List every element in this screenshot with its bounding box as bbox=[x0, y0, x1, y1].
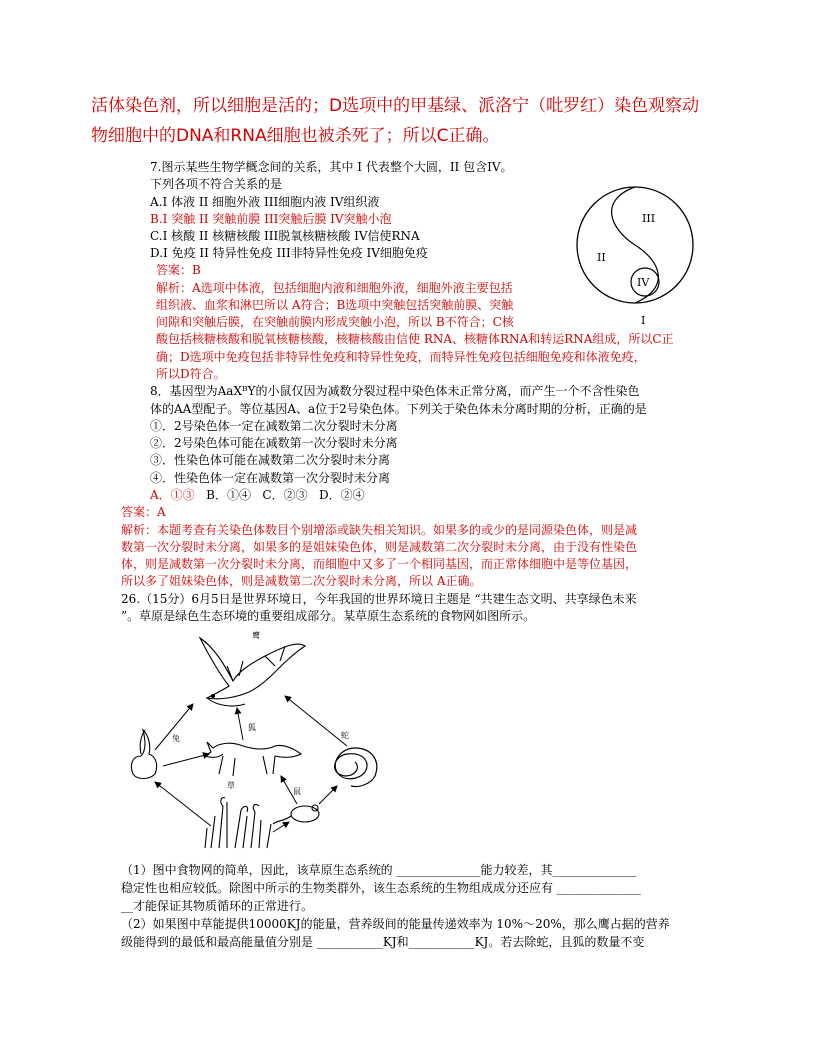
arrow-rabbit-to-eagle bbox=[155, 704, 193, 750]
food-web-diagram bbox=[115, 626, 415, 854]
q7-analysis-line-3: 间隙和突触后膜，在突触前膜内形成突触小泡，所以 B不符合；C核 bbox=[156, 315, 514, 329]
s-curve-divider bbox=[612, 187, 659, 303]
q7-option-d: D.I 免疫 II 特异性免疫 III非特异性免疫 IV细胞免疫 bbox=[150, 246, 428, 260]
snake-illustration bbox=[335, 748, 377, 787]
q7-stem-line-2: 下列各项不符合关系的是 bbox=[150, 177, 283, 191]
diagram-label-IV: IV bbox=[637, 276, 650, 289]
q8-choice-c: C．②③ bbox=[262, 488, 308, 502]
arrow-grass-to-rabbit bbox=[155, 782, 211, 826]
q26-part1-line-3: __才能保证其物质循环的正常进行。 bbox=[121, 899, 314, 913]
continued-text-line-1: 活体染色剂，所以细胞是活的；D选项中的甲基绿、派洛宁（吡罗红）染色观察动 bbox=[91, 96, 700, 116]
q8-analysis-line-1: 解析：本题考查有关染色体数目个别增添或缺失相关知识。如果多的或少的是同源染色体，则是减 bbox=[121, 523, 638, 537]
arrow-grass-to-mouse bbox=[273, 822, 289, 832]
q26-part2-line-1: （2）如果图中草能提供10000KJ的能量，营养级间的能量传递效率为 10%～20%，那么鹰占据的营养 bbox=[121, 917, 670, 931]
q26-part2-line-2: 级能得到的最低和最高能量值分别是 ___________KJ和___________KJ。若去除蛇，且狐的数量不变 bbox=[121, 935, 645, 949]
q8-choice-a: A．①③ bbox=[150, 488, 195, 502]
diagram-label-II: II bbox=[597, 251, 606, 264]
eagle-illustration bbox=[200, 638, 305, 706]
concept-relationship-diagram bbox=[574, 180, 698, 330]
q7-analysis-line-2: 组织液、血浆和淋巴所以 A符合；B选项中突触包括突触前膜、突触 bbox=[156, 298, 514, 312]
q26-part1-line-2: 稳定性也相应较低。除图中所示的生物类群外，该生态系统的生物组成成分还应有 ______________ bbox=[121, 881, 641, 895]
grass-label: 草 bbox=[227, 781, 235, 790]
q7-stem-line-1: 7.图示某些生物学概念间的关系，其中 I 代表整个大圆，II 包含IV。 bbox=[150, 160, 513, 174]
fox-label: 狐 bbox=[248, 723, 256, 732]
eagle-label: 鹰 bbox=[252, 631, 260, 640]
q8-analysis-line-3: 体，则是减数第一次分裂时未分离，而细胞中又多了一个相同基因，而正常体细胞中是等位基因， bbox=[121, 557, 638, 571]
q7-option-a: A.I 体液 II 细胞外液 III细胞内液 IV组织液 bbox=[150, 195, 380, 209]
arrow-mouse-to-snake bbox=[319, 786, 337, 804]
q8-item-2: ②．2号染色体可能在减数第一次分裂时未分离 bbox=[150, 436, 398, 450]
q7-answer: 答案：B bbox=[156, 263, 201, 277]
q8-item-1: ①．2号染色体一定在减数第二次分裂时未分离 bbox=[150, 419, 398, 433]
q7-analysis-line-5: 确；D选项中免疫包括非特异性免疫和特异性免疫，而特异性免疫包括细胞免疫和体液免疫， bbox=[156, 350, 646, 364]
continued-text-line-2: 物细胞中的DNA和RNA细胞也被杀死了；所以C正确。 bbox=[91, 126, 500, 146]
arrow-fox-to-eagle bbox=[237, 708, 243, 740]
mouse-illustration bbox=[273, 805, 319, 824]
q7-analysis-line-6: 所以D符合。 bbox=[156, 367, 226, 381]
q8-stem-line-1: 8．基因型为AaXᴮY的小鼠仅因为减数分裂过程中染色体未正常分离，而产生一个不含性染色 bbox=[150, 384, 640, 398]
diagram-label-I: I bbox=[641, 314, 646, 327]
q8-choices bbox=[150, 487, 365, 503]
q7-analysis-line-4: 酸包括核糖核酸和脱氧核糖核酸，核糖核酸由信使 RNA、核糖体RNA和转运RNA组成，所以C正 bbox=[156, 332, 674, 346]
q8-choice-d: D．②④ bbox=[319, 488, 365, 502]
snake-label: 蛇 bbox=[341, 731, 349, 740]
rabbit-illustration bbox=[131, 730, 156, 779]
q7-option-c: C.I 核酸 II 核糖核酸 III脱氧核糖核酸 IV信使RNA bbox=[150, 229, 420, 243]
q8-item-3: ③．性染色体可能在减数第二次分裂时未分离 bbox=[150, 453, 391, 467]
q8-analysis-line-2: 数第一次分裂时未分离，如果多的是姐妹染色体，则是减数第二次分裂时未分离，由于没有性染色 bbox=[121, 540, 638, 554]
q8-analysis-line-4: 所以多了姐妹染色体，则是减数第二次分裂时未分离，所以 A正确。 bbox=[121, 574, 482, 588]
q8-choice-b: B．①④ bbox=[206, 488, 251, 502]
q7-option-b: B.I 突触 II 突触前膜 III突触后膜 IV突触小泡 bbox=[150, 212, 392, 226]
q8-answer: 答案：A bbox=[121, 505, 166, 519]
q8-item-4: ④．性染色体一定在减数第一次分裂时未分离 bbox=[150, 471, 391, 485]
diagram-label-III: III bbox=[642, 212, 656, 225]
mouse-label: 鼠 bbox=[293, 787, 301, 796]
q26-stem-line-1: 26.（15分）6月5日是世界环境日，今年我国的世界环境日主题是 “共建生态文明、共享绿色未来 bbox=[121, 592, 637, 606]
q26-part1-line-1: （1）图中食物网的简单，因此，该草原生态系统的 ______________能力较差，其______________ bbox=[121, 863, 637, 877]
arrow-snake-to-eagle bbox=[285, 696, 347, 746]
q26-stem-line-2: ”。草原是绿色生态环境的重要组成部分。某草原生态系统的食物网如图所示。 bbox=[121, 609, 536, 623]
q7-analysis-line-1: 解析：A选项中体液，包括细胞内液和细胞外液，细胞外液主要包括 bbox=[156, 281, 513, 295]
fox-illustration bbox=[205, 742, 301, 776]
arrow-rabbit-to-fox bbox=[163, 754, 209, 766]
q8-stem-line-2: 体的AA型配子。等位基因A、a位于2号染色体。下列关于染色体未分离时期的分析，正确的是 bbox=[150, 402, 647, 416]
grass-illustration bbox=[205, 798, 271, 848]
rabbit-label: 兔 bbox=[172, 734, 180, 743]
